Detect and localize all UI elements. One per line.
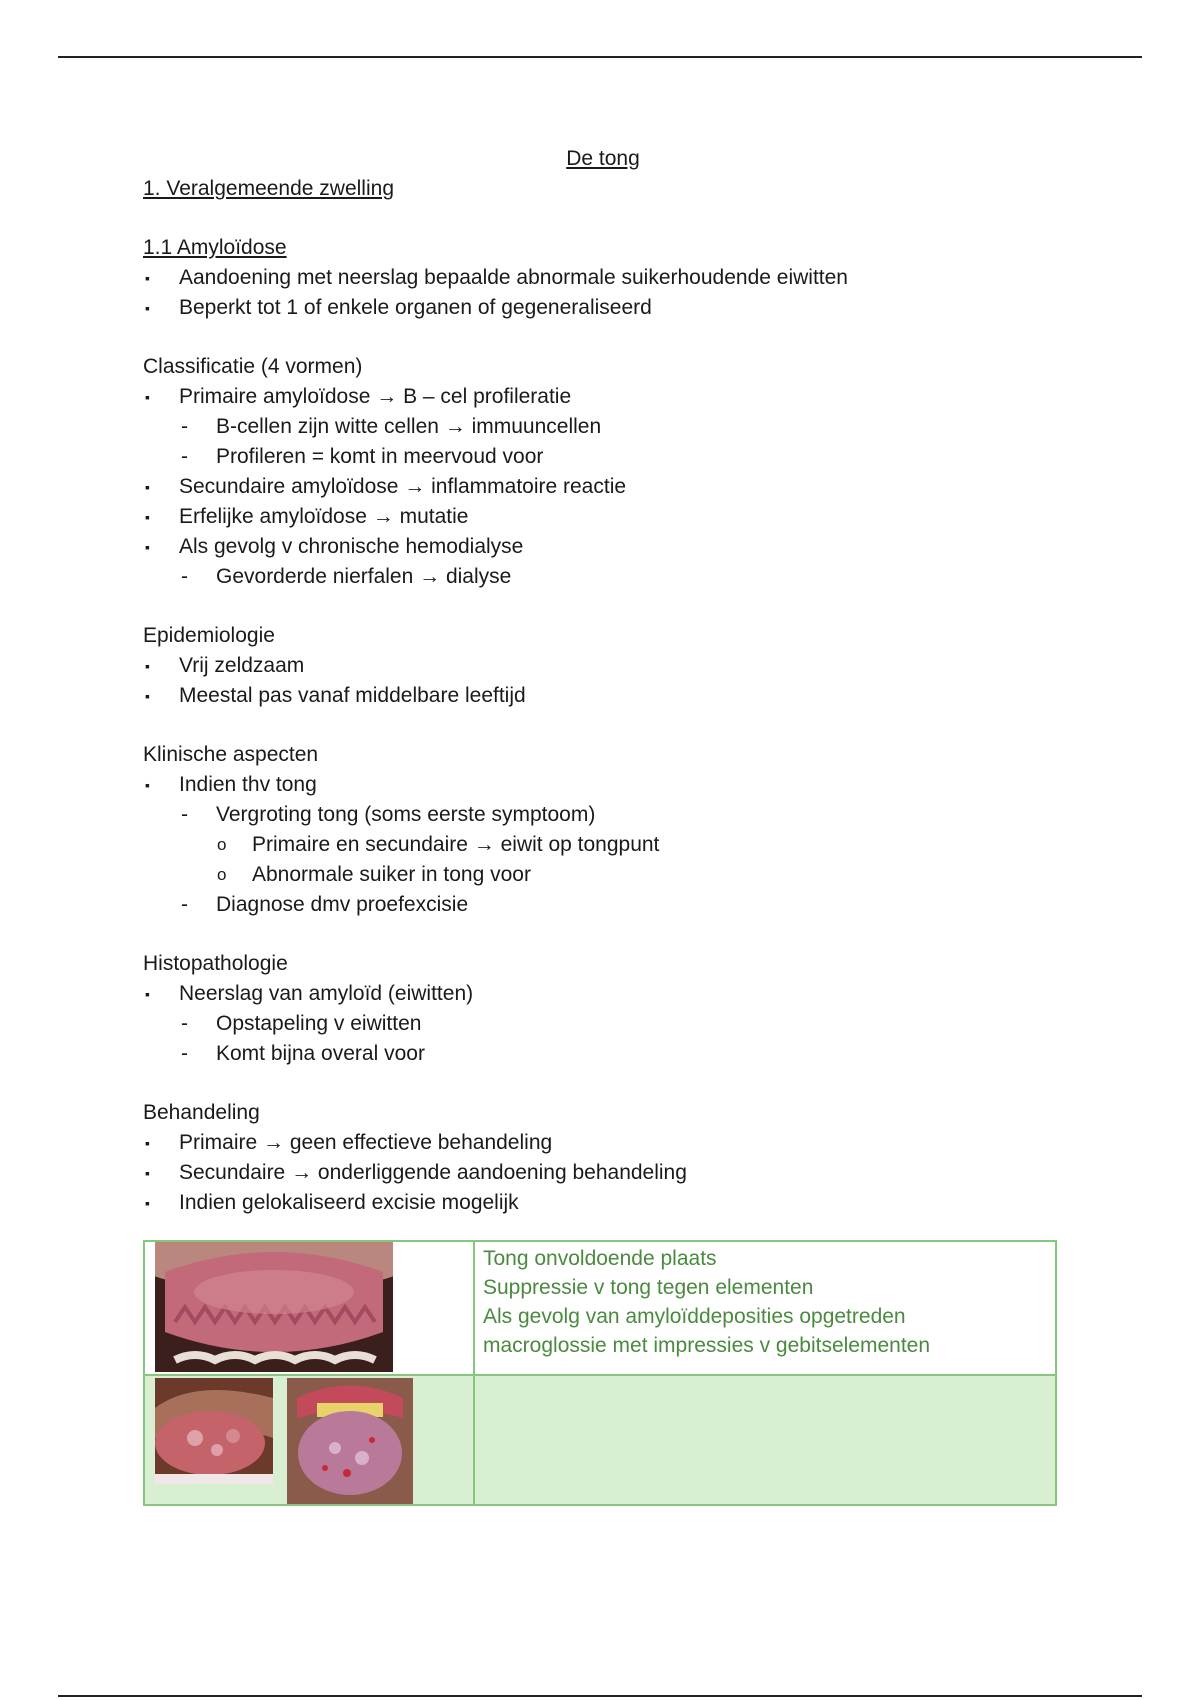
list-subitem: - Diagnose dmv proefexcisie	[181, 893, 469, 916]
list-subitem: - Opstapeling v eiwitten	[181, 1012, 422, 1035]
list-item: ▪ Meestal pas vanaf middelbare leeftijd	[145, 684, 526, 707]
subsection-heading: 1.1 Amyloïdose	[143, 236, 287, 259]
list-item: ▪ Secundaire amyloïdose → inflammatoire reactie	[145, 475, 627, 498]
image-caption: Tong onvoldoende plaats Suppressie v tong tegen elementen Als gevolg van amyloïddeposities opgetreden macroglossie met impressies v gebitselementen	[483, 1247, 931, 1357]
document-body	[143, 144, 1063, 1218]
tongue-photo-side	[155, 1378, 273, 1484]
section-heading: 1. Veralgemeende zwelling	[143, 177, 394, 200]
page-title: De tong	[566, 147, 640, 170]
list-item: ▪ Secundaire → onderliggende aandoening behandeling	[145, 1161, 687, 1184]
list-item: ▪ Primaire amyloïdose → B – cel profileratie	[145, 385, 572, 408]
list-item: ▪ Als gevolg v chronische hemodialyse	[145, 535, 524, 558]
list-subitem: - B-cellen zijn witte cellen → immuuncellen	[181, 415, 602, 438]
list-item: ▪ Indien gelokaliseerd excisie mogelijk	[145, 1191, 519, 1214]
histo-heading: Histopathologie	[143, 952, 288, 975]
list-subsubitem: o Primaire en secundaire → eiwit op tongpunt	[217, 833, 660, 856]
behandeling-heading: Behandeling	[143, 1101, 260, 1124]
list-subitem: - Komt bijna overal voor	[181, 1042, 425, 1065]
image-table	[143, 1240, 1057, 1506]
header-rule	[58, 56, 1142, 58]
table-divider	[473, 1242, 475, 1504]
list-subsubitem: o Abnormale suiker in tong voor	[217, 863, 531, 886]
list-item: ▪ Neerslag van amyloïd (eiwitten)	[145, 982, 474, 1005]
classificatie-heading: Classificatie (4 vormen)	[143, 355, 363, 378]
list-subitem: - Gevorderde nierfalen → dialyse	[181, 565, 512, 588]
tongue-photo-macroglossia	[155, 1242, 393, 1372]
klinisch-heading: Klinische aspecten	[143, 743, 319, 766]
list-item: ▪ Indien thv tong	[145, 773, 317, 796]
list-subitem: - Profileren = komt in meervoud voor	[181, 445, 544, 468]
tongue-photo-mouth	[287, 1378, 413, 1504]
epidemiologie-heading: Epidemiologie	[143, 624, 275, 647]
footer-rule	[58, 1695, 1142, 1697]
list-item: ▪ Vrij zeldzaam	[145, 654, 305, 677]
list-item: ▪ Beperkt tot 1 of enkele organen of gegeneraliseerd	[145, 296, 652, 319]
list-item: ▪ Aandoening met neerslag bepaalde abnormale suikerhoudende eiwitten	[145, 266, 848, 289]
list-item: ▪ Erfelijke amyloïdose → mutatie	[145, 505, 469, 528]
list-item: ▪ Primaire → geen effectieve behandeling	[145, 1131, 553, 1154]
list-subitem: - Vergroting tong (soms eerste symptoom)	[181, 803, 596, 826]
table-row	[145, 1376, 1055, 1504]
